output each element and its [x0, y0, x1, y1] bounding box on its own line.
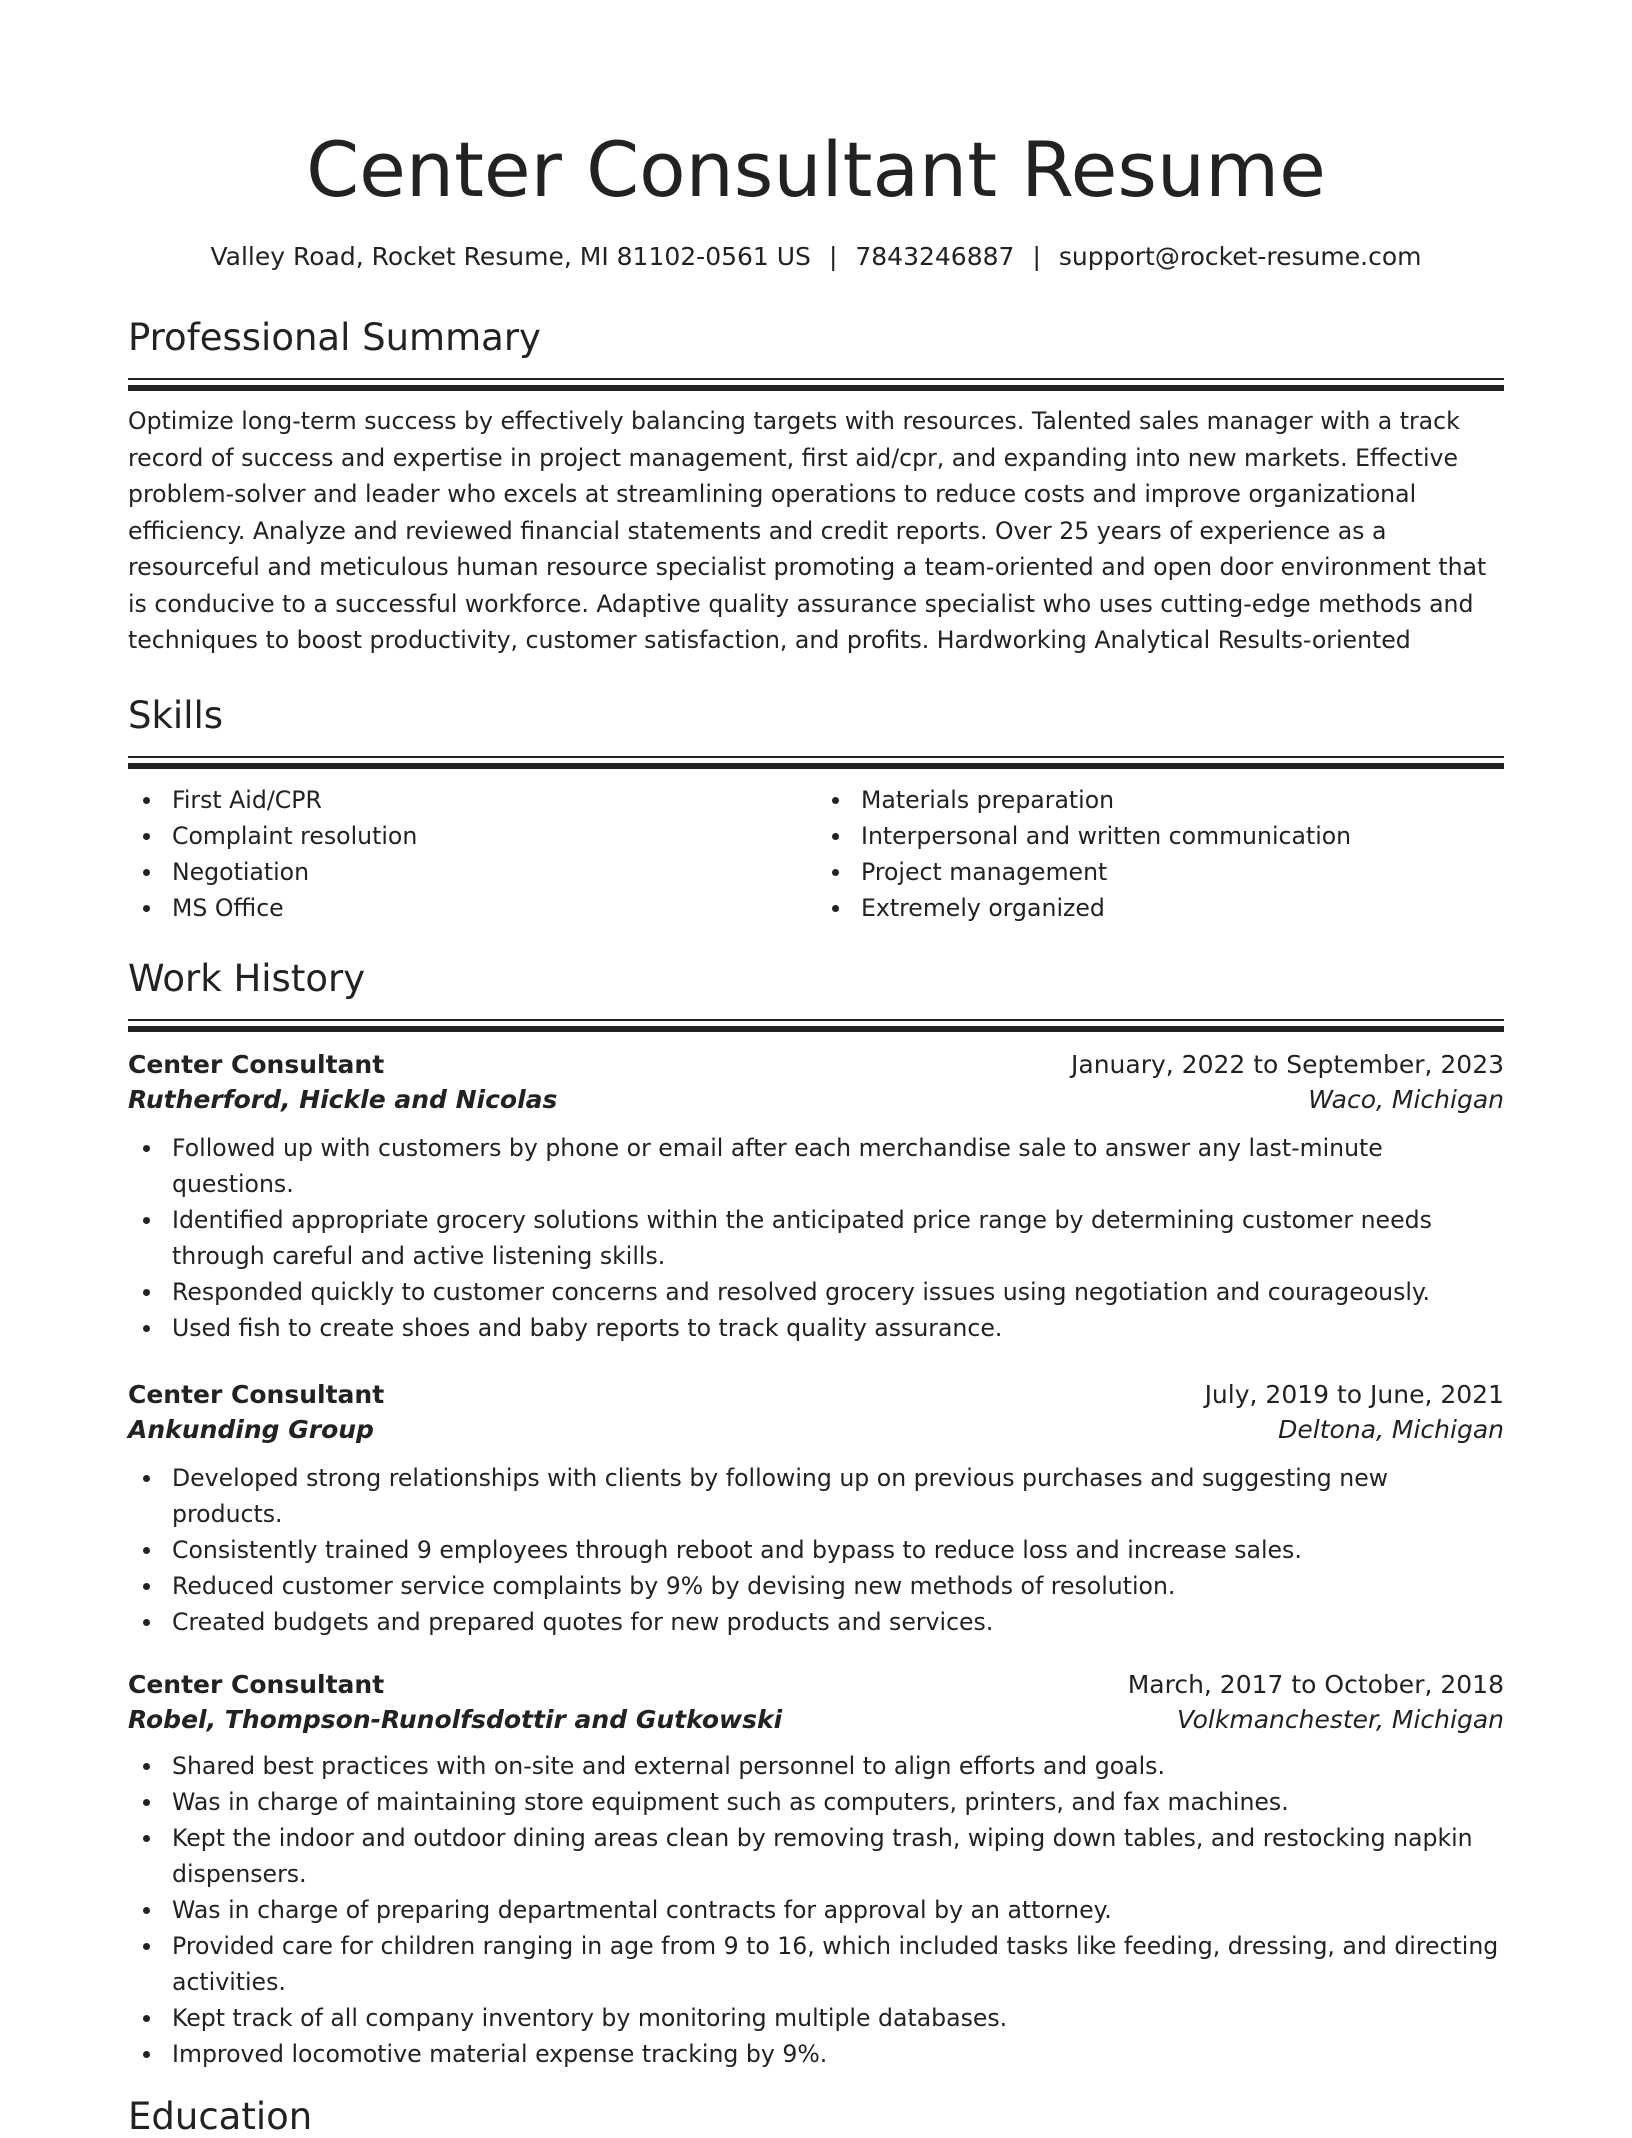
skill-item: Negotiation	[128, 854, 815, 890]
skill-item: Extremely organized	[817, 890, 1504, 926]
job-bullet: Followed up with customers by phone or email after each merchandise sale to answer any last-minute questions.	[128, 1130, 1504, 1202]
section-title-skills: Skills	[128, 693, 224, 737]
job-bullets	[128, 1130, 1504, 1346]
section-title-summary: Professional Summary	[128, 316, 541, 359]
skill-item: Project management	[817, 854, 1504, 890]
job-bullet: Developed strong relationships with clients by following up on previous purchases and suggesting new products.	[128, 1460, 1504, 1532]
job-bullet: Provided care for children ranging in age from 9 to 16, which included tasks like feeding, dressing, and directing activities.	[128, 1928, 1504, 2000]
skill-item: Materials preparation	[817, 782, 1504, 818]
job-bullet: Was in charge of maintaining store equipment such as computers, printers, and fax machines.	[128, 1784, 1504, 1820]
contact-phone: 7843246887	[855, 242, 1015, 271]
job-company: Ankunding Group	[128, 1414, 374, 1444]
job-dates: March, 2017 to October, 2018	[1127, 1669, 1504, 1699]
job-company: Rutherford, Hickle and Nicolas	[128, 1084, 558, 1114]
skill-item: Complaint resolution	[128, 818, 815, 854]
job-bullet: Created budgets and prepared quotes for new products and services.	[128, 1604, 1504, 1640]
job-bullet: Identified appropriate grocery solutions within the anticipated price range by determining customer needs through careful and active listening skills.	[128, 1202, 1504, 1274]
contact-separator: |	[1032, 242, 1041, 271]
job-bullet: Reduced customer service complaints by 9% by devising new methods of resolution.	[128, 1568, 1504, 1604]
job-title: Center Consultant	[128, 1669, 385, 1699]
skill-item: First Aid/CPR	[128, 782, 815, 818]
contact-email: support@rocket-resume.com	[1058, 242, 1422, 271]
section-divider	[128, 1019, 1504, 1032]
contact-line	[128, 242, 1504, 271]
section-title-work-history: Work History	[128, 956, 366, 1000]
section-title-education: Education	[128, 2094, 313, 2138]
contact-address: Valley Road, Rocket Resume, MI 81102-0561 US	[210, 242, 811, 271]
job-bullet: Kept the indoor and outdoor dining areas clean by removing trash, wiping down tables, and restocking napkin dispensers.	[128, 1820, 1504, 1892]
job-entry	[128, 1050, 1504, 1346]
skills-right-column	[815, 782, 1504, 926]
skills-section	[128, 693, 1504, 926]
job-bullet: Used fish to create shoes and baby reports to track quality assurance.	[128, 1310, 1504, 1346]
job-entry	[128, 1380, 1504, 1640]
section-divider	[128, 756, 1504, 769]
job-bullet: Responded quickly to customer concerns and resolved grocery issues using negotiation and courageously.	[128, 1274, 1504, 1310]
summary-text: Optimize long-term success by effectively balancing targets with resources. Talented sales manager with a track record of success and expertise in project management, first aid/cpr, and expanding into new markets. Effective problem-solver and leader who excels at streamlining operations to reduce costs and improve organizational efficiency. Analyze and reviewed financial statements and credit reports. Over 25 years of experience as a resourceful and meticulous human resource specialist promoting a team-oriented and open door environment that is conducive to a successful workforce. Adaptive quality assurance specialist who uses cutting-edge methods and techniques to boost productivity, customer satisfaction, and profits. Hardworking Analytical Results-oriented	[128, 407, 1487, 654]
job-bullets	[128, 1460, 1504, 1640]
job-dates: January, 2022 to September, 2023	[1071, 1049, 1504, 1079]
job-bullet: Kept track of all company inventory by monitoring multiple databases.	[128, 2000, 1504, 2036]
job-bullet: Improved locomotive material expense tracking by 9%.	[128, 2036, 1504, 2072]
job-bullet: Consistently trained 9 employees through reboot and bypass to reduce loss and increase sales.	[128, 1532, 1504, 1568]
contact-separator: |	[828, 242, 838, 271]
job-title: Center Consultant	[128, 1379, 385, 1409]
work-history-section	[128, 956, 1504, 2072]
job-entry	[128, 1670, 1504, 2072]
section-divider	[128, 378, 1504, 391]
job-bullet: Shared best practices with on-site and external personnel to align efforts and goals.	[128, 1748, 1504, 1784]
job-dates: July, 2019 to June, 2021	[1204, 1379, 1504, 1409]
job-bullets	[128, 1748, 1504, 2072]
job-location: Volkmanchester, Michigan	[1176, 1704, 1504, 1734]
skills-left-column	[128, 782, 815, 926]
summary-section	[128, 316, 1504, 659]
job-location: Waco, Michigan	[1308, 1084, 1504, 1114]
job-location: Deltona, Michigan	[1278, 1414, 1504, 1444]
job-bullet: Was in charge of preparing departmental contracts for approval by an attorney.	[128, 1892, 1504, 1928]
skill-item: Interpersonal and written communication	[817, 818, 1504, 854]
skills-columns	[128, 782, 1504, 926]
skill-item: MS Office	[128, 890, 815, 926]
education-section	[128, 2094, 1504, 2138]
job-title: Center Consultant	[128, 1049, 385, 1079]
resume-title: Center Consultant Resume	[306, 125, 1326, 214]
job-company: Robel, Thompson-Runolfsdottir and Gutkowski	[128, 1704, 783, 1734]
